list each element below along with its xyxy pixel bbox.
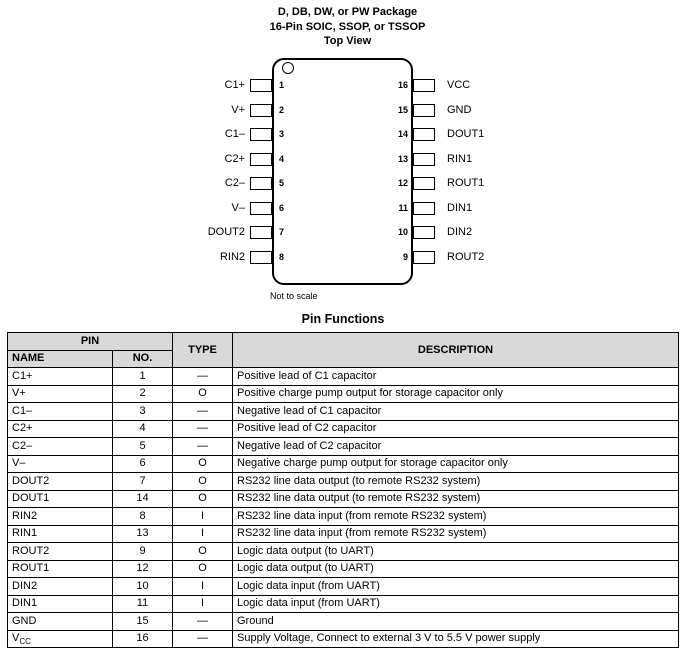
pin-lead-icon bbox=[250, 226, 272, 239]
pin1-indicator-icon bbox=[282, 62, 294, 74]
package-title-line3: Top View bbox=[323, 35, 372, 47]
pin-lead-icon bbox=[413, 251, 435, 264]
pin-type: I bbox=[173, 525, 233, 543]
pin-functions-table bbox=[7, 332, 679, 648]
header-name: NAME bbox=[8, 350, 113, 368]
header-pin-group: PIN bbox=[8, 333, 173, 351]
pin-description: Negative lead of C2 capacitor bbox=[233, 438, 679, 456]
table-row bbox=[8, 368, 679, 386]
pin-lead-icon bbox=[250, 177, 272, 190]
table-row bbox=[8, 613, 679, 631]
pin-name: C1– bbox=[8, 403, 113, 421]
pin-number-right: 10 bbox=[397, 227, 408, 237]
pin-number-right: 15 bbox=[397, 105, 408, 115]
pin-number-left: 5 bbox=[279, 178, 285, 188]
pin-type: — bbox=[173, 420, 233, 438]
pin-label-left: C2+ bbox=[224, 153, 245, 165]
pin-type: I bbox=[173, 508, 233, 526]
package-title-line1: D, DB, DW, or PW Package bbox=[277, 6, 418, 18]
pin-lead-icon bbox=[413, 177, 435, 190]
pin-description: Logic data input (from UART) bbox=[233, 578, 679, 596]
pin-no: 7 bbox=[113, 473, 173, 491]
pin-number-left: 4 bbox=[279, 154, 285, 164]
pin-no: 4 bbox=[113, 420, 173, 438]
pin-name: GND bbox=[8, 613, 113, 631]
pin-name: C2+ bbox=[8, 420, 113, 438]
pin-number-right: 13 bbox=[397, 154, 408, 164]
header-description: DESCRIPTION bbox=[233, 333, 679, 368]
pin-row-4-13 bbox=[0, 152, 695, 166]
pin-label-left: C1– bbox=[224, 128, 245, 140]
pin-number-left: 6 bbox=[279, 203, 285, 213]
pin-number-left: 3 bbox=[279, 129, 285, 139]
pin-label-right: GND bbox=[447, 104, 472, 116]
pin-no: 9 bbox=[113, 543, 173, 561]
pin-name: C2– bbox=[8, 438, 113, 456]
pin-no: 13 bbox=[113, 525, 173, 543]
table-row bbox=[8, 403, 679, 421]
pin-type: O bbox=[173, 490, 233, 508]
pin-name: ROUT2 bbox=[8, 543, 113, 561]
table-row bbox=[8, 525, 679, 543]
pin-description: RS232 line data output (to remote RS232 system) bbox=[233, 473, 679, 491]
pin-label-left: RIN2 bbox=[219, 251, 245, 263]
pin-description: Negative lead of C1 capacitor bbox=[233, 403, 679, 421]
table-row bbox=[8, 508, 679, 526]
header-no: NO. bbox=[113, 350, 173, 368]
pin-lead-icon bbox=[250, 128, 272, 141]
pin-row-8-9 bbox=[0, 250, 695, 264]
pin-description: RS232 line data input (from remote RS232 system) bbox=[233, 508, 679, 526]
pin-number-left: 2 bbox=[279, 105, 285, 115]
pin-lead-icon bbox=[250, 251, 272, 264]
pin-row-2-15 bbox=[0, 103, 695, 117]
pin-number-left: 7 bbox=[279, 227, 285, 237]
pin-row-3-14 bbox=[0, 127, 695, 141]
table-row bbox=[8, 595, 679, 613]
pin-label-right: ROUT2 bbox=[447, 251, 485, 263]
pin-row-5-12 bbox=[0, 176, 695, 190]
pin-no: 2 bbox=[113, 385, 173, 403]
pin-description: RS232 line data input (from remote RS232 system) bbox=[233, 525, 679, 543]
pin-description: Logic data input (from UART) bbox=[233, 595, 679, 613]
pin-number-right: 12 bbox=[397, 178, 408, 188]
table-row bbox=[8, 420, 679, 438]
package-title-line2: 16-Pin SOIC, SSOP, or TSSOP bbox=[269, 20, 426, 33]
pin-label-left: C2– bbox=[224, 177, 245, 189]
pin-description: Supply Voltage, Connect to external 3 V to 5.5 V power supply bbox=[233, 630, 679, 648]
pin-no: 8 bbox=[113, 508, 173, 526]
pin-lead-icon bbox=[250, 202, 272, 215]
pin-name-base: V bbox=[12, 631, 20, 644]
pin-no: 14 bbox=[113, 490, 173, 508]
pin-description: Logic data output (to UART) bbox=[233, 560, 679, 578]
not-to-scale-note: Not to scale bbox=[270, 291, 318, 301]
pin-name: C1+ bbox=[8, 368, 113, 386]
pin-label-right: RIN1 bbox=[447, 153, 473, 165]
pin-name: ROUT1 bbox=[8, 560, 113, 578]
pin-name: V+ bbox=[8, 385, 113, 403]
pin-lead-icon bbox=[250, 153, 272, 166]
pin-type: — bbox=[173, 403, 233, 421]
pin-description: Positive charge pump output for storage capacitor only bbox=[233, 385, 679, 403]
pin-lead-icon bbox=[250, 104, 272, 117]
pin-number-left: 1 bbox=[279, 80, 285, 90]
pin-type: O bbox=[173, 543, 233, 561]
pin-no: 5 bbox=[113, 438, 173, 456]
pin-description: RS232 line data output (to remote RS232 system) bbox=[233, 490, 679, 508]
table-body bbox=[8, 368, 679, 648]
pin-type: I bbox=[173, 595, 233, 613]
pin-name: RIN1 bbox=[8, 525, 113, 543]
pin-lead-icon bbox=[413, 128, 435, 141]
pin-lead-icon bbox=[413, 153, 435, 166]
table-row bbox=[8, 473, 679, 491]
pin-name: RIN2 bbox=[8, 508, 113, 526]
pin-type: I bbox=[173, 578, 233, 596]
pin-type: O bbox=[173, 560, 233, 578]
header-row-1 bbox=[8, 333, 679, 351]
pin-no: 11 bbox=[113, 595, 173, 613]
table-row bbox=[8, 543, 679, 561]
pin-label-right: DOUT1 bbox=[447, 128, 485, 140]
pin-label-left: V– bbox=[231, 202, 245, 214]
pin-lead-icon bbox=[413, 79, 435, 92]
pin-name: DOUT2 bbox=[8, 473, 113, 491]
pin-type: — bbox=[173, 368, 233, 386]
pin-type: — bbox=[173, 630, 233, 648]
pin-no: 1 bbox=[113, 368, 173, 386]
pin-name-subscript: CC bbox=[19, 636, 31, 646]
pin-lead-icon bbox=[250, 79, 272, 92]
pin-no: 3 bbox=[113, 403, 173, 421]
pin-no: 12 bbox=[113, 560, 173, 578]
pin-type: — bbox=[173, 613, 233, 631]
pin-label-right: VCC bbox=[447, 79, 471, 91]
table-row bbox=[8, 630, 679, 648]
pin-number-left: 8 bbox=[279, 252, 285, 262]
pin-number-right: 16 bbox=[397, 80, 408, 90]
table-row bbox=[8, 560, 679, 578]
pin-lead-icon bbox=[413, 104, 435, 117]
table-row bbox=[8, 455, 679, 473]
pin-name bbox=[8, 630, 113, 648]
pin-type: O bbox=[173, 455, 233, 473]
pin-number-right: 9 bbox=[402, 252, 408, 262]
pin-lead-icon bbox=[413, 226, 435, 239]
pin-label-left: C1+ bbox=[224, 79, 245, 91]
pin-row-6-11 bbox=[0, 201, 695, 215]
pin-lead-icon bbox=[413, 202, 435, 215]
pin-name: DIN2 bbox=[8, 578, 113, 596]
pin-no: 10 bbox=[113, 578, 173, 596]
pin-name: V– bbox=[8, 455, 113, 473]
pin-description: Positive lead of C1 capacitor bbox=[233, 368, 679, 386]
pin-functions-title: Pin Functions bbox=[301, 312, 385, 326]
pin-description: Ground bbox=[233, 613, 679, 631]
pin-type: — bbox=[173, 438, 233, 456]
pin-number-right: 14 bbox=[397, 129, 408, 139]
table-row bbox=[8, 438, 679, 456]
pin-no: 6 bbox=[113, 455, 173, 473]
package-title bbox=[230, 5, 465, 49]
pin-description: Negative charge pump output for storage capacitor only bbox=[233, 455, 679, 473]
pin-name: DIN1 bbox=[8, 595, 113, 613]
pin-label-right: DIN1 bbox=[447, 202, 473, 214]
pin-number-right: 11 bbox=[398, 203, 408, 213]
pin-row-1-16 bbox=[0, 78, 695, 92]
pin-type: O bbox=[173, 385, 233, 403]
pin-no: 15 bbox=[113, 613, 173, 631]
header-type: TYPE bbox=[173, 333, 233, 368]
pin-label-right: DIN2 bbox=[447, 226, 473, 238]
table-row bbox=[8, 385, 679, 403]
table-row bbox=[8, 490, 679, 508]
table-header bbox=[8, 333, 679, 368]
pin-label-right: ROUT1 bbox=[447, 177, 485, 189]
pin-row-7-10 bbox=[0, 225, 695, 239]
pin-label-left: DOUT2 bbox=[207, 226, 245, 238]
pin-label-left: V+ bbox=[231, 104, 245, 116]
pin-description: Logic data output (to UART) bbox=[233, 543, 679, 561]
pin-no: 16 bbox=[113, 630, 173, 648]
pin-description: Positive lead of C2 capacitor bbox=[233, 420, 679, 438]
table-row bbox=[8, 578, 679, 596]
pin-name: DOUT1 bbox=[8, 490, 113, 508]
pin-type: O bbox=[173, 473, 233, 491]
